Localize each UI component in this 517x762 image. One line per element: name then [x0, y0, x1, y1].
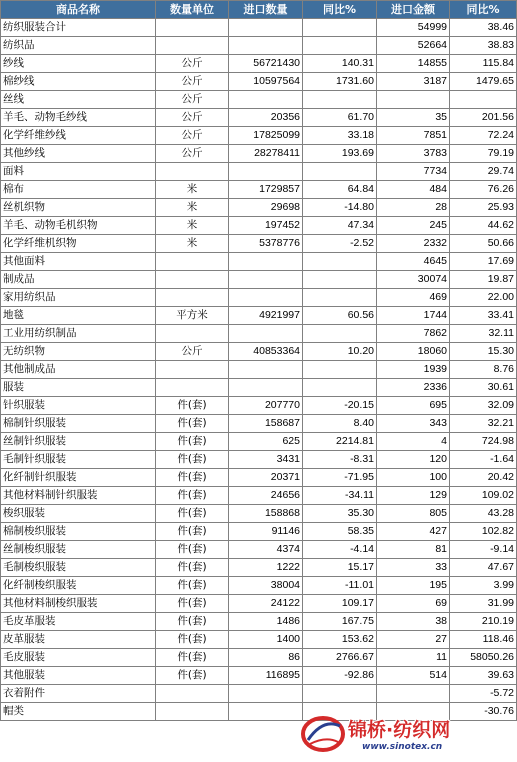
cell-amount: 33 [377, 559, 450, 577]
header-name: 商品名称 [1, 1, 156, 19]
cell-qty: 3431 [229, 451, 303, 469]
cell-amount-yoy: 58050.26 [450, 649, 517, 667]
cell-qty: 40853364 [229, 343, 303, 361]
cell-amount: 7851 [377, 127, 450, 145]
cell-qty-yoy: 10.20 [303, 343, 377, 361]
cell-amount-yoy: 31.99 [450, 595, 517, 613]
table-row [1, 271, 517, 289]
cell-amount-yoy: 115.84 [450, 55, 517, 73]
cell-amount: 38 [377, 613, 450, 631]
table-row [1, 487, 517, 505]
table-row [1, 577, 517, 595]
table-row [1, 181, 517, 199]
cell-amount: 129 [377, 487, 450, 505]
table-row [1, 289, 517, 307]
site-watermark [300, 712, 515, 760]
cell-name: 棉布 [1, 181, 156, 199]
cell-unit: 件(套) [156, 397, 229, 415]
cell-name: 羊毛、动物毛纱线 [1, 109, 156, 127]
cell-qty-yoy [303, 37, 377, 55]
cell-name: 羊毛、动物毛机织物 [1, 217, 156, 235]
cell-amount: 2336 [377, 379, 450, 397]
cell-unit [156, 253, 229, 271]
table-row [1, 505, 517, 523]
cell-qty: 625 [229, 433, 303, 451]
cell-name: 化纤制针织服装 [1, 469, 156, 487]
cell-amount-yoy: 201.56 [450, 109, 517, 127]
cell-amount: 514 [377, 667, 450, 685]
cell-qty: 197452 [229, 217, 303, 235]
cell-qty-yoy: -11.01 [303, 577, 377, 595]
cell-name: 丝机织物 [1, 199, 156, 217]
cell-name: 丝线 [1, 91, 156, 109]
cell-qty [229, 19, 303, 37]
cell-amount-yoy: 22.00 [450, 289, 517, 307]
table-row [1, 397, 517, 415]
table-row [1, 541, 517, 559]
header-amount: 进口金额 [377, 1, 450, 19]
cell-qty-yoy: 193.69 [303, 145, 377, 163]
cell-unit: 公斤 [156, 145, 229, 163]
cell-qty: 4921997 [229, 307, 303, 325]
table-row [1, 667, 517, 685]
cell-amount: 30074 [377, 271, 450, 289]
cell-amount: 695 [377, 397, 450, 415]
cell-amount-yoy: 25.93 [450, 199, 517, 217]
cell-amount-yoy: 724.98 [450, 433, 517, 451]
cell-amount-yoy: 29.74 [450, 163, 517, 181]
cell-qty: 158687 [229, 415, 303, 433]
cell-unit [156, 325, 229, 343]
cell-qty: 86 [229, 649, 303, 667]
cell-qty: 17825099 [229, 127, 303, 145]
cell-name: 棉制针织服装 [1, 415, 156, 433]
cell-qty-yoy: 2214.81 [303, 433, 377, 451]
table-row [1, 379, 517, 397]
cell-qty-yoy: 8.40 [303, 415, 377, 433]
cell-unit: 件(套) [156, 649, 229, 667]
table-row [1, 127, 517, 145]
cell-amount-yoy: 38.46 [450, 19, 517, 37]
header-qty-yoy: 同比% [303, 1, 377, 19]
cell-unit [156, 703, 229, 721]
table-row [1, 37, 517, 55]
cell-amount-yoy: 118.46 [450, 631, 517, 649]
cell-amount: 484 [377, 181, 450, 199]
cell-amount: 69 [377, 595, 450, 613]
cell-qty: 10597564 [229, 73, 303, 91]
cell-amount: 3187 [377, 73, 450, 91]
table-row [1, 595, 517, 613]
table-row [1, 73, 517, 91]
cell-amount: 120 [377, 451, 450, 469]
cell-qty-yoy [303, 289, 377, 307]
cell-qty [229, 37, 303, 55]
cell-amount: 805 [377, 505, 450, 523]
cell-qty: 20356 [229, 109, 303, 127]
cell-qty-yoy [303, 685, 377, 703]
cell-qty-yoy [303, 91, 377, 109]
sinotex-logo-icon [300, 714, 346, 754]
cell-qty-yoy: 167.75 [303, 613, 377, 631]
cell-qty: 38004 [229, 577, 303, 595]
cell-amount-yoy: 15.30 [450, 343, 517, 361]
cell-qty [229, 379, 303, 397]
cell-qty-yoy: 33.18 [303, 127, 377, 145]
cell-unit: 公斤 [156, 73, 229, 91]
cell-qty: 1729857 [229, 181, 303, 199]
cell-amount: 100 [377, 469, 450, 487]
cell-unit: 件(套) [156, 487, 229, 505]
cell-amount-yoy: 43.28 [450, 505, 517, 523]
cell-unit: 米 [156, 235, 229, 253]
cell-qty-yoy: -71.95 [303, 469, 377, 487]
cell-amount: 4645 [377, 253, 450, 271]
cell-name: 毛皮革服装 [1, 613, 156, 631]
cell-qty [229, 703, 303, 721]
cell-qty-yoy: 60.56 [303, 307, 377, 325]
cell-amount: 28 [377, 199, 450, 217]
cell-qty-yoy: -92.86 [303, 667, 377, 685]
cell-unit [156, 19, 229, 37]
cell-name: 服装 [1, 379, 156, 397]
table-row [1, 235, 517, 253]
cell-name: 丝制针织服装 [1, 433, 156, 451]
cell-qty: 24656 [229, 487, 303, 505]
cell-amount: 27 [377, 631, 450, 649]
cell-amount: 11 [377, 649, 450, 667]
cell-amount [377, 685, 450, 703]
cell-unit: 米 [156, 217, 229, 235]
table-row [1, 631, 517, 649]
cell-qty [229, 91, 303, 109]
cell-qty: 1486 [229, 613, 303, 631]
cell-qty: 20371 [229, 469, 303, 487]
cell-amount [377, 91, 450, 109]
cell-name: 纱线 [1, 55, 156, 73]
cell-unit: 件(套) [156, 469, 229, 487]
cell-qty: 56721430 [229, 55, 303, 73]
cell-amount: 3783 [377, 145, 450, 163]
cell-qty-yoy: -14.80 [303, 199, 377, 217]
cell-qty-yoy: -8.31 [303, 451, 377, 469]
cell-qty [229, 253, 303, 271]
cell-qty: 28278411 [229, 145, 303, 163]
cell-amount: 35 [377, 109, 450, 127]
cell-amount: 245 [377, 217, 450, 235]
cell-amount: 343 [377, 415, 450, 433]
cell-name: 其他服装 [1, 667, 156, 685]
cell-amount-yoy: 109.02 [450, 487, 517, 505]
cell-qty: 207770 [229, 397, 303, 415]
cell-amount: 7862 [377, 325, 450, 343]
table-row [1, 145, 517, 163]
cell-unit [156, 289, 229, 307]
table-row [1, 109, 517, 127]
cell-unit: 件(套) [156, 505, 229, 523]
cell-unit: 件(套) [156, 667, 229, 685]
cell-amount-yoy: 32.11 [450, 325, 517, 343]
cell-qty-yoy [303, 361, 377, 379]
header-qty: 进口数量 [229, 1, 303, 19]
cell-unit: 件(套) [156, 523, 229, 541]
cell-name: 化纤制梭织服装 [1, 577, 156, 595]
cell-qty [229, 325, 303, 343]
cell-unit: 件(套) [156, 559, 229, 577]
cell-amount: 81 [377, 541, 450, 559]
cell-qty-yoy: -20.15 [303, 397, 377, 415]
cell-qty-yoy: 58.35 [303, 523, 377, 541]
watermark-url: www.sinotex.cn [362, 742, 443, 752]
cell-unit: 件(套) [156, 541, 229, 559]
cell-amount-yoy: 102.82 [450, 523, 517, 541]
cell-qty: 4374 [229, 541, 303, 559]
cell-amount-yoy: 76.26 [450, 181, 517, 199]
table-row [1, 163, 517, 181]
table-row [1, 361, 517, 379]
cell-qty: 158868 [229, 505, 303, 523]
cell-name: 梭织服装 [1, 505, 156, 523]
cell-name: 毛皮服装 [1, 649, 156, 667]
cell-qty-yoy: -4.14 [303, 541, 377, 559]
table-row [1, 559, 517, 577]
table-row [1, 253, 517, 271]
cell-amount-yoy: 79.19 [450, 145, 517, 163]
cell-qty-yoy: 61.70 [303, 109, 377, 127]
cell-amount-yoy: 32.09 [450, 397, 517, 415]
cell-qty-yoy: -34.11 [303, 487, 377, 505]
cell-qty: 24122 [229, 595, 303, 613]
cell-unit: 米 [156, 181, 229, 199]
cell-amount-yoy: 8.76 [450, 361, 517, 379]
cell-amount-yoy: 30.61 [450, 379, 517, 397]
cell-unit [156, 271, 229, 289]
cell-amount-yoy: 50.66 [450, 235, 517, 253]
cell-name: 其他纱线 [1, 145, 156, 163]
cell-name: 其他制成品 [1, 361, 156, 379]
table-row [1, 433, 517, 451]
header-unit: 数量单位 [156, 1, 229, 19]
cell-unit: 件(套) [156, 433, 229, 451]
cell-name: 其他材料制针织服装 [1, 487, 156, 505]
table-row [1, 91, 517, 109]
cell-qty [229, 289, 303, 307]
cell-name: 地毯 [1, 307, 156, 325]
cell-unit: 件(套) [156, 631, 229, 649]
cell-name: 帽类 [1, 703, 156, 721]
table-row [1, 325, 517, 343]
table-row [1, 199, 517, 217]
cell-amount: 427 [377, 523, 450, 541]
cell-name: 丝制梭织服装 [1, 541, 156, 559]
cell-qty-yoy [303, 163, 377, 181]
cell-unit: 公斤 [156, 109, 229, 127]
cell-qty-yoy: 15.17 [303, 559, 377, 577]
cell-name: 棉纱线 [1, 73, 156, 91]
table-row [1, 523, 517, 541]
cell-unit: 件(套) [156, 613, 229, 631]
cell-amount-yoy: -1.64 [450, 451, 517, 469]
cell-unit [156, 379, 229, 397]
cell-qty-yoy: 109.17 [303, 595, 377, 613]
cell-name: 纺织服装合计 [1, 19, 156, 37]
header-amount-yoy: 同比% [450, 1, 517, 19]
cell-amount: 469 [377, 289, 450, 307]
cell-amount-yoy [450, 91, 517, 109]
cell-amount-yoy: -30.76 [450, 703, 517, 721]
cell-unit: 公斤 [156, 127, 229, 145]
cell-name: 制成品 [1, 271, 156, 289]
table-row [1, 307, 517, 325]
cell-amount: 2332 [377, 235, 450, 253]
cell-qty-yoy: 153.62 [303, 631, 377, 649]
table-row [1, 451, 517, 469]
cell-amount-yoy: 19.87 [450, 271, 517, 289]
cell-unit: 公斤 [156, 55, 229, 73]
cell-name: 毛制梭织服装 [1, 559, 156, 577]
cell-amount-yoy: 44.62 [450, 217, 517, 235]
cell-name: 化学纤维纱线 [1, 127, 156, 145]
cell-unit: 件(套) [156, 595, 229, 613]
cell-name: 皮革服装 [1, 631, 156, 649]
cell-qty-yoy [303, 19, 377, 37]
cell-amount-yoy: 47.67 [450, 559, 517, 577]
cell-amount: 18060 [377, 343, 450, 361]
cell-amount: 7734 [377, 163, 450, 181]
cell-unit: 平方米 [156, 307, 229, 325]
cell-unit [156, 685, 229, 703]
cell-amount-yoy: 33.41 [450, 307, 517, 325]
cell-unit [156, 37, 229, 55]
cell-amount-yoy: 3.99 [450, 577, 517, 595]
cell-name: 工业用纺织制品 [1, 325, 156, 343]
cell-amount-yoy: 17.69 [450, 253, 517, 271]
cell-qty-yoy [303, 379, 377, 397]
cell-name: 家用纺织品 [1, 289, 156, 307]
cell-amount-yoy: 210.19 [450, 613, 517, 631]
cell-name: 其他材料制梭织服装 [1, 595, 156, 613]
cell-qty: 1400 [229, 631, 303, 649]
cell-qty [229, 685, 303, 703]
cell-unit: 件(套) [156, 415, 229, 433]
cell-qty-yoy [303, 271, 377, 289]
cell-unit [156, 361, 229, 379]
table-row [1, 649, 517, 667]
cell-amount-yoy: -5.72 [450, 685, 517, 703]
table-row [1, 19, 517, 37]
table-row [1, 685, 517, 703]
cell-unit: 米 [156, 199, 229, 217]
cell-qty-yoy [303, 253, 377, 271]
cell-amount-yoy: -9.14 [450, 541, 517, 559]
table-body [1, 19, 517, 721]
cell-amount-yoy: 39.63 [450, 667, 517, 685]
cell-qty-yoy: 1731.60 [303, 73, 377, 91]
cell-qty [229, 163, 303, 181]
cell-amount-yoy: 20.42 [450, 469, 517, 487]
cell-qty-yoy: 64.84 [303, 181, 377, 199]
table-header-row [1, 1, 517, 19]
cell-qty-yoy: -2.52 [303, 235, 377, 253]
cell-amount: 4 [377, 433, 450, 451]
table-row [1, 55, 517, 73]
cell-qty-yoy [303, 325, 377, 343]
cell-qty: 29698 [229, 199, 303, 217]
cell-amount: 1939 [377, 361, 450, 379]
cell-name: 纺织品 [1, 37, 156, 55]
cell-amount-yoy: 72.24 [450, 127, 517, 145]
table-row [1, 217, 517, 235]
cell-unit: 件(套) [156, 577, 229, 595]
cell-amount: 1744 [377, 307, 450, 325]
cell-name: 化学纤维机织物 [1, 235, 156, 253]
cell-qty: 5378776 [229, 235, 303, 253]
cell-qty [229, 361, 303, 379]
cell-name: 其他面料 [1, 253, 156, 271]
table-row [1, 343, 517, 361]
cell-qty-yoy: 35.30 [303, 505, 377, 523]
table-row [1, 613, 517, 631]
cell-unit [156, 163, 229, 181]
cell-name: 面料 [1, 163, 156, 181]
cell-qty: 116895 [229, 667, 303, 685]
cell-amount-yoy: 1479.65 [450, 73, 517, 91]
cell-qty-yoy: 140.31 [303, 55, 377, 73]
cell-name: 无纺织物 [1, 343, 156, 361]
table-row [1, 469, 517, 487]
cell-qty: 1222 [229, 559, 303, 577]
cell-amount-yoy: 32.21 [450, 415, 517, 433]
cell-unit: 公斤 [156, 343, 229, 361]
cell-name: 针织服装 [1, 397, 156, 415]
cell-qty-yoy: 2766.67 [303, 649, 377, 667]
cell-amount: 195 [377, 577, 450, 595]
cell-amount: 54999 [377, 19, 450, 37]
cell-unit: 件(套) [156, 451, 229, 469]
cell-qty: 91146 [229, 523, 303, 541]
cell-qty-yoy: 47.34 [303, 217, 377, 235]
cell-amount: 14855 [377, 55, 450, 73]
cell-qty [229, 271, 303, 289]
cell-name: 棉制梭织服装 [1, 523, 156, 541]
cell-amount-yoy: 38.83 [450, 37, 517, 55]
watermark-title: 锦桥·纺织网 [348, 719, 451, 741]
cell-unit: 公斤 [156, 91, 229, 109]
cell-name: 衣着附件 [1, 685, 156, 703]
table-row [1, 415, 517, 433]
cell-amount: 52664 [377, 37, 450, 55]
cell-name: 毛制针织服装 [1, 451, 156, 469]
